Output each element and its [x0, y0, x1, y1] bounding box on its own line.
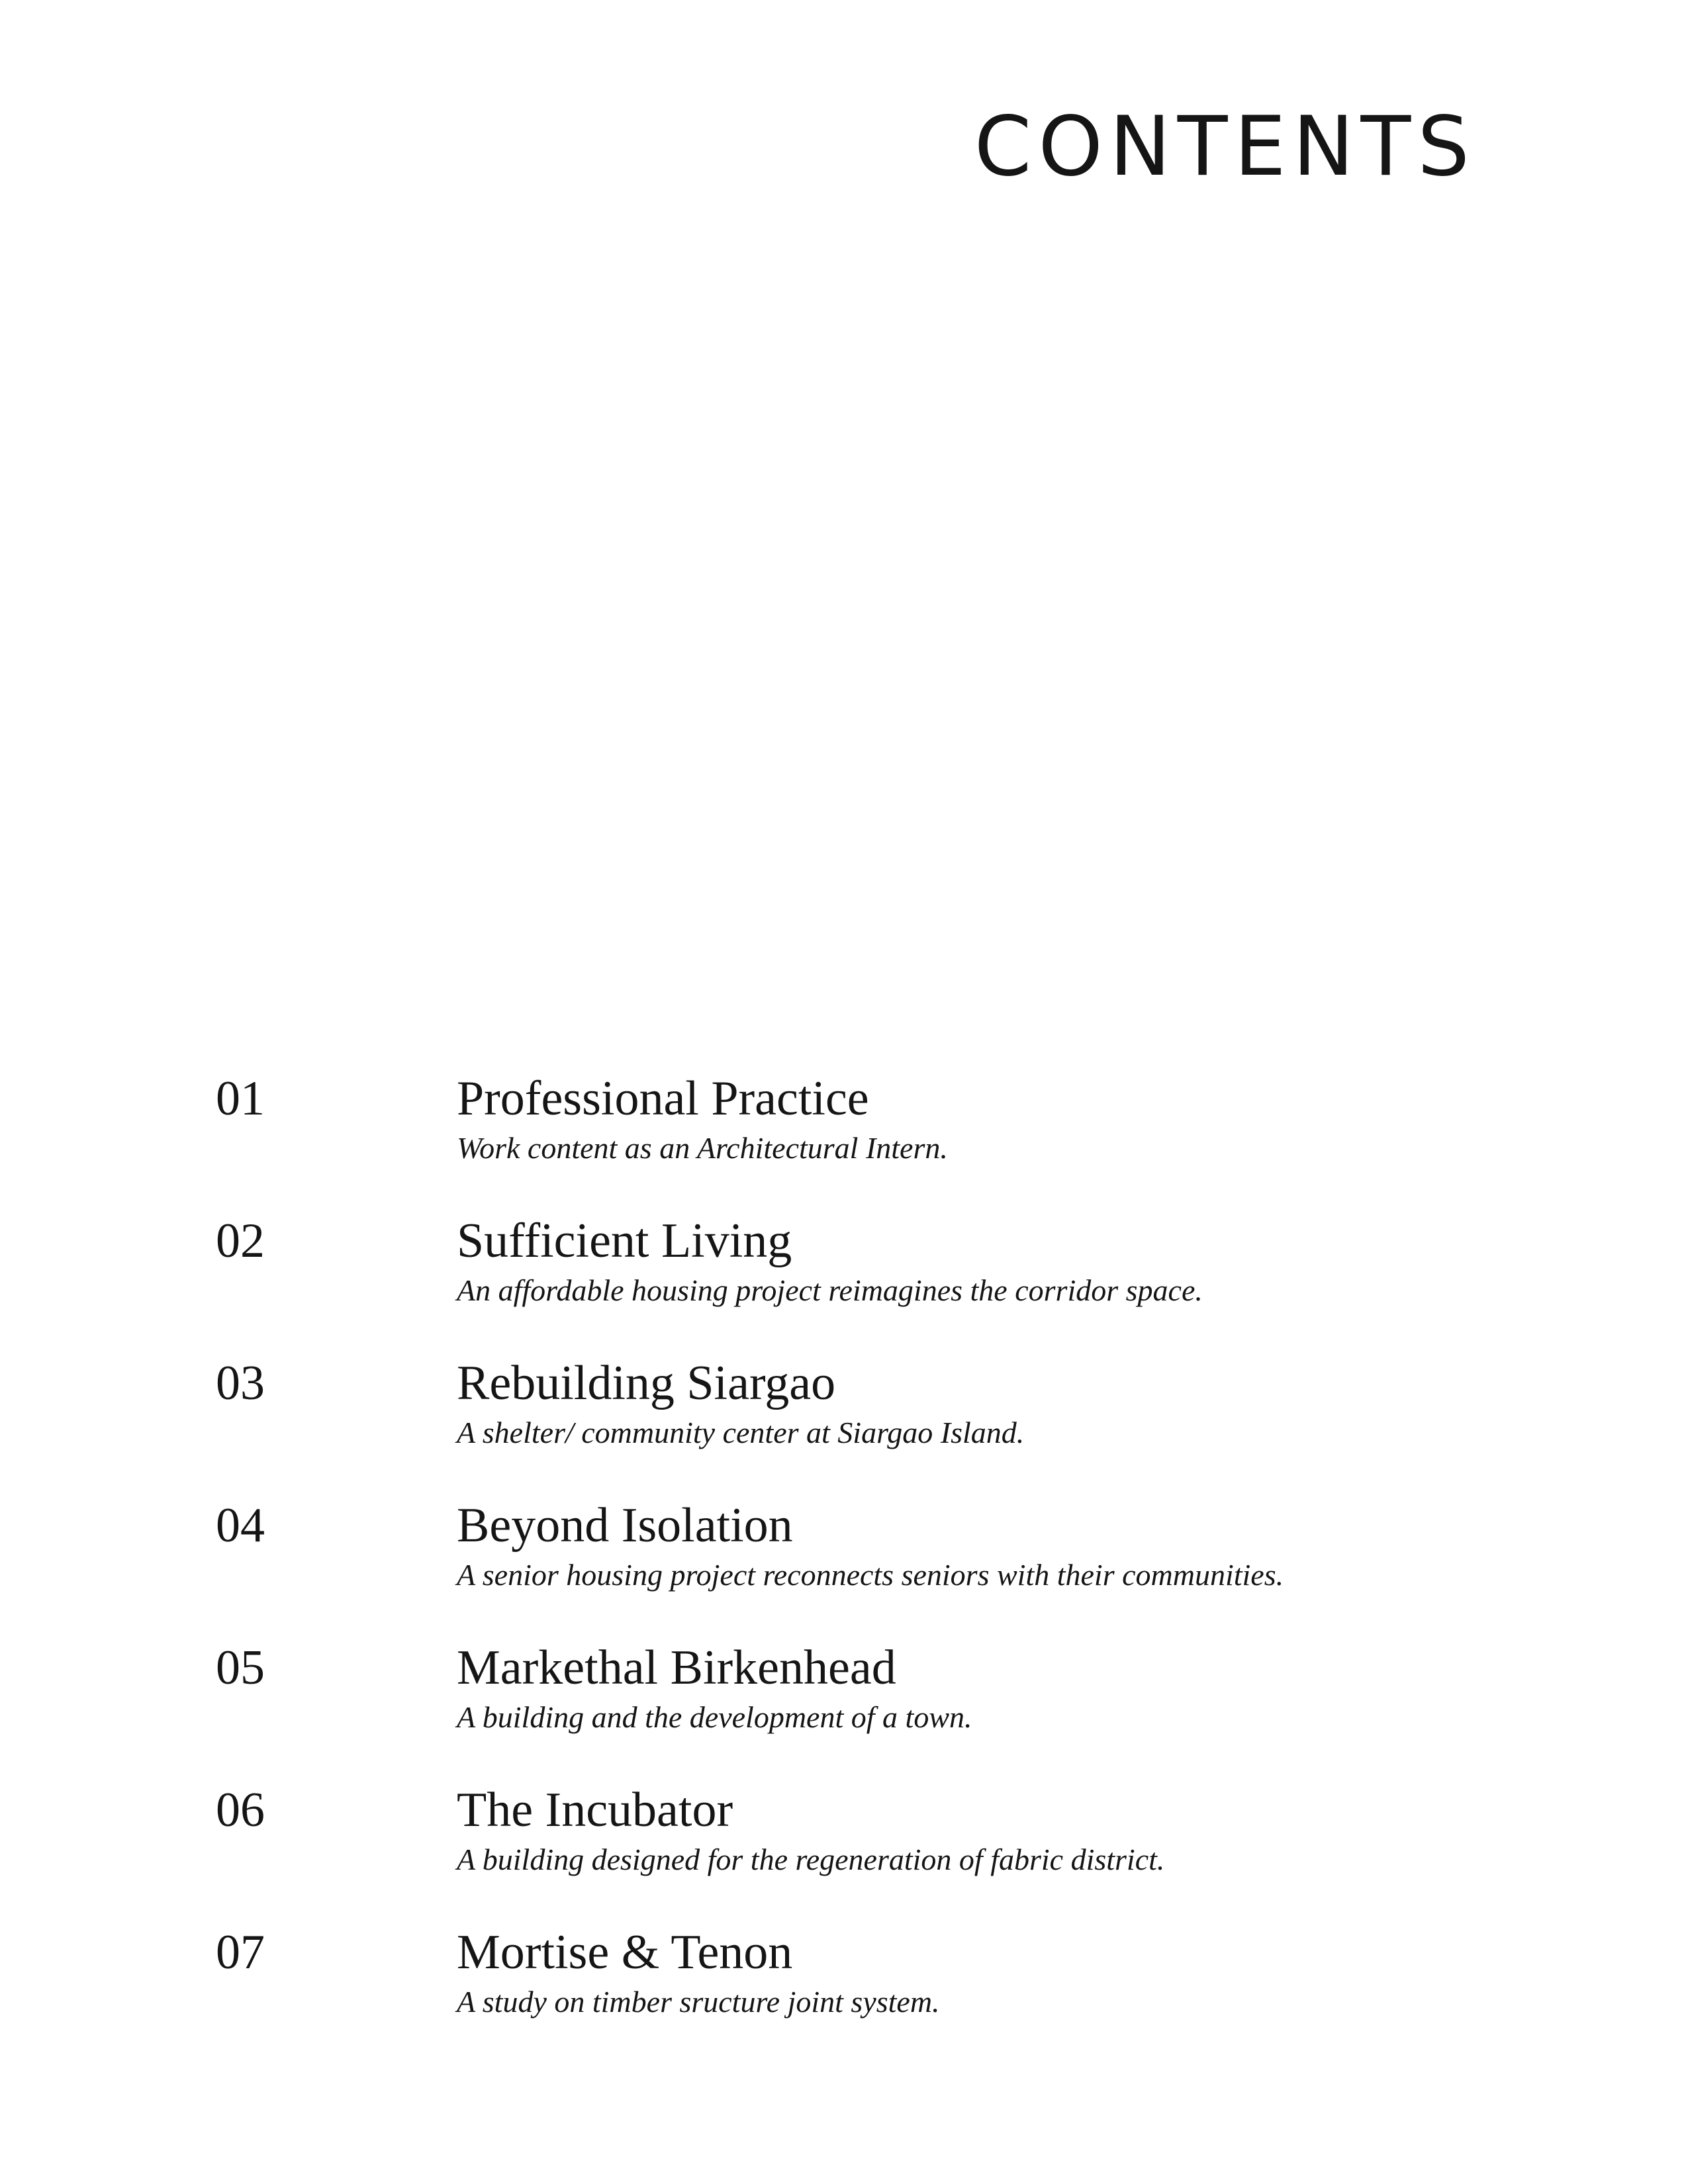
page-title: CONTENTS: [974, 99, 1476, 195]
entry-subtitle: A building designed for the regeneration of fabric district.: [457, 1843, 1165, 1876]
toc-entry-05: [0, 1641, 1688, 1784]
toc-entry-03: [0, 1357, 1688, 1499]
entry-title: Beyond Isolation: [457, 1498, 793, 1553]
toc-entry-07: [0, 1926, 1688, 2068]
entry-title: Sufficient Living: [457, 1214, 792, 1268]
entry-title: Mortise & Tenon: [457, 1925, 793, 1979]
toc-entry-06: [0, 1784, 1688, 1926]
entry-number: 07: [216, 1925, 265, 1979]
entry-subtitle: Work content as an Architectural Intern.: [457, 1131, 948, 1165]
entry-title: Rebuilding Siargao: [457, 1356, 836, 1410]
toc-entry-04: [0, 1499, 1688, 1641]
entry-subtitle: A study on timber sructure joint system.: [457, 1985, 940, 2019]
entry-subtitle: A senior housing project reconnects seniors with their communities.: [457, 1558, 1284, 1592]
entry-number: 03: [216, 1356, 265, 1410]
entry-title: Markethal Birkenhead: [457, 1641, 896, 1695]
entry-number: 05: [216, 1641, 265, 1695]
entry-number: 04: [216, 1498, 265, 1553]
entry-title: Professional Practice: [457, 1071, 869, 1126]
toc-entry-02: [0, 1214, 1688, 1357]
entry-subtitle: A building and the development of a town.: [457, 1700, 972, 1734]
entry-number: 02: [216, 1214, 265, 1268]
entry-title: The Incubator: [457, 1783, 733, 1837]
toc-entry-01: [0, 1072, 1688, 1214]
entry-subtitle: A shelter/ community center at Siargao Island.: [457, 1416, 1025, 1449]
entry-number: 06: [216, 1783, 265, 1837]
entry-subtitle: An affordable housing project reimagines the corridor space.: [457, 1273, 1203, 1307]
entry-number: 01: [216, 1071, 265, 1126]
table-of-contents: [0, 1072, 1688, 2068]
